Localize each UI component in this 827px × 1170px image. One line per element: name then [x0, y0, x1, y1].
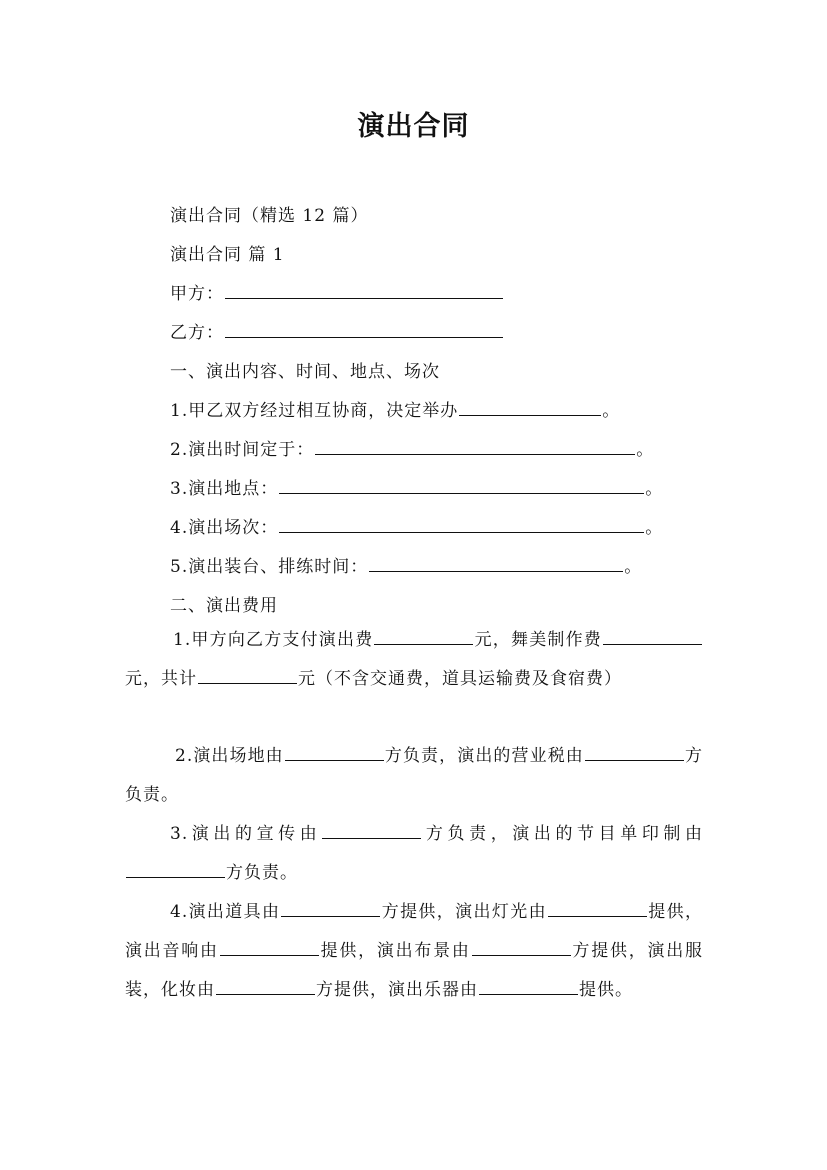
props-blank-5 [216, 980, 315, 995]
item-3-line [170, 474, 663, 499]
item-5-label: 5.演出装台、排练时间： [170, 557, 369, 577]
publicity-text-a: 3.演出的宣传由 [170, 824, 322, 844]
item-1-line [170, 396, 620, 421]
document-title: 演出合同 [357, 111, 470, 142]
props-text-b: 方提供，演出灯光由 [381, 902, 547, 922]
item-1-label: 1.甲乙双方经过相互协商，决定举办 [170, 401, 459, 421]
item-3-period: 。 [645, 479, 664, 499]
item-1-period: 。 [602, 401, 621, 421]
props-blank-4 [472, 941, 571, 956]
heading-contract-1: 演出合同 篇 1 [170, 245, 285, 265]
item-5-blank [369, 557, 623, 572]
fee-text-c: 元，共计 [125, 669, 197, 689]
item-4-blank [279, 518, 644, 533]
item-4-line [170, 513, 663, 538]
item-2-blank [315, 440, 635, 455]
party-a-label: 甲方： [170, 284, 224, 304]
props-blank-2 [548, 902, 647, 917]
props-text-e: 方提供，演出服装，化妆由 [125, 941, 704, 1000]
fee-blank-stage [603, 630, 702, 645]
props-text-c: 提供，演出音响由 [125, 902, 703, 961]
props-blank-6 [479, 980, 578, 995]
item-4-period: 。 [645, 518, 664, 538]
props-blank-3 [220, 941, 319, 956]
fee-text-b: 元，舞美制作费 [474, 630, 602, 650]
item-1-blank [459, 401, 601, 416]
fee-paragraph [125, 621, 703, 699]
publicity-paragraph [125, 815, 703, 893]
section-1-heading: 一、演出内容、时间、地点、场次 [170, 362, 440, 382]
props-paragraph [125, 893, 703, 1010]
venue-text-b: 方负责，演出的营业税由 [384, 746, 584, 766]
props-text-d: 提供，演出布景由 [319, 941, 471, 961]
item-5-period: 。 [624, 557, 643, 577]
party-b-line [170, 318, 504, 343]
props-blank-1 [281, 902, 380, 917]
fee-blank-total [198, 669, 297, 684]
publicity-text-b: 方负责，演出的节目单印制由 [422, 824, 703, 844]
item-3-blank [279, 479, 644, 494]
party-a-line [170, 279, 504, 304]
fee-blank-performance [374, 630, 473, 645]
fee-text-d: 元（不含交通费，道具运输费及食宿费） [298, 669, 622, 689]
item-4-label: 4.演出场次： [170, 518, 279, 538]
party-b-label: 乙方： [170, 323, 224, 343]
props-text-a: 4.演出道具由 [170, 902, 281, 922]
venue-paragraph [125, 737, 703, 815]
venue-blank-2 [585, 746, 684, 761]
party-a-blank [225, 284, 503, 299]
item-2-period: 。 [636, 440, 655, 460]
publicity-text-c: 方负责。 [226, 863, 298, 883]
item-2-line [170, 435, 654, 460]
party-b-blank [225, 323, 503, 338]
document-subtitle: 演出合同（精选 12 篇） [170, 206, 369, 226]
props-text-g: 提供。 [579, 980, 633, 1000]
item-5-line [170, 552, 642, 577]
props-text-f: 方提供，演出乐器由 [316, 980, 478, 1000]
item-3-label: 3.演出地点： [170, 479, 279, 499]
venue-text-a: 2.演出场地由 [175, 746, 284, 766]
publicity-blank-2 [126, 863, 225, 878]
venue-blank-1 [285, 746, 384, 761]
venue-text-c: 方负责。 [125, 746, 703, 805]
publicity-blank-1 [322, 824, 421, 839]
section-2-heading: 二、演出费用 [170, 596, 278, 616]
item-2-label: 2.演出时间定于： [170, 440, 315, 460]
fee-text-a: 1.甲方向乙方支付演出费 [173, 630, 374, 650]
